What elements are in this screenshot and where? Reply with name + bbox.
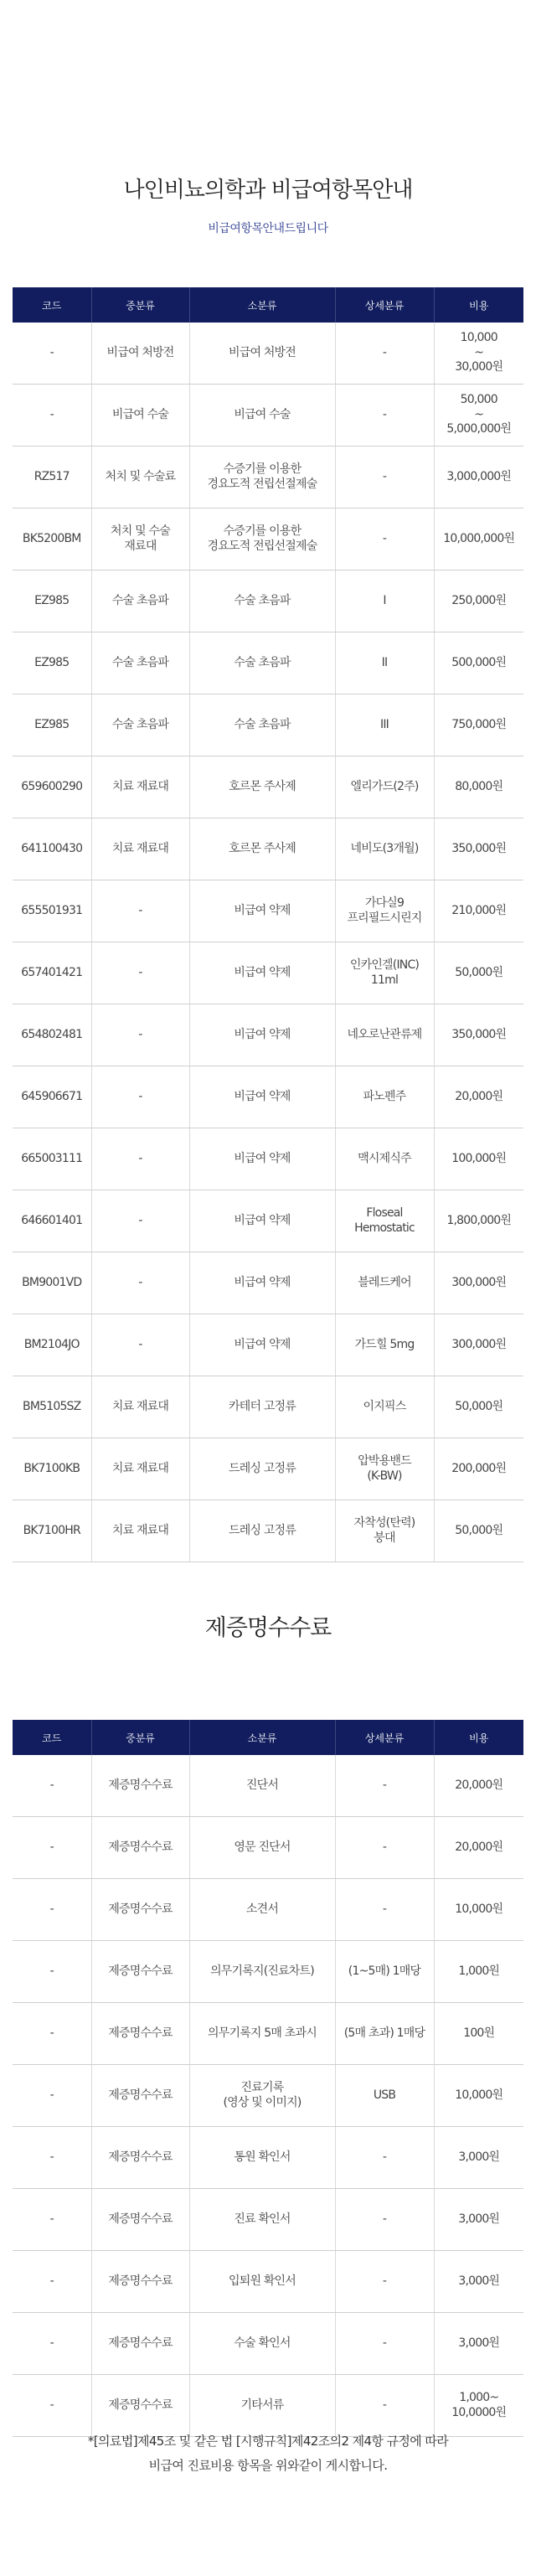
cell-code: RZ517 (13, 447, 91, 508)
cell-cost: 50,000 ~ 5,000,000원 (434, 385, 523, 447)
header-code: 코드 (13, 1720, 91, 1755)
cell-code: EZ985 (13, 694, 91, 756)
table-row (13, 1941, 523, 2003)
table-row (13, 2189, 523, 2251)
cell-cost: 210,000원 (434, 880, 523, 942)
cell-detail: II (335, 632, 434, 694)
cell-mid-category: 수술 초음파 (91, 632, 189, 694)
cell-sub-category: 기타서류 (189, 2375, 335, 2437)
cell-mid-category: 수술 초음파 (91, 694, 189, 756)
cell-sub-category: 수술 초음파 (189, 694, 335, 756)
cell-sub-category: 입퇴원 확인서 (189, 2251, 335, 2313)
cell-sub-category: 호르몬 주사제 (189, 818, 335, 880)
cell-sub-category: 영문 진단서 (189, 1817, 335, 1879)
table-row (13, 1004, 523, 1066)
cell-code: BM2104JO (13, 1314, 91, 1376)
cell-detail: 자착성(탄력) 붕대 (335, 1500, 434, 1562)
cell-code: EZ985 (13, 570, 91, 632)
cell-code: 641100430 (13, 818, 91, 880)
table-row (13, 323, 523, 385)
cell-code: BM9001VD (13, 1252, 91, 1314)
cell-code: - (13, 2189, 91, 2251)
cell-sub-category: 비급여 약제 (189, 1128, 335, 1190)
cell-cost: 300,000원 (434, 1314, 523, 1376)
header-code: 코드 (13, 287, 91, 323)
header-mid-category: 중분류 (91, 1720, 189, 1755)
header-mid-category: 중분류 (91, 287, 189, 323)
cell-detail: 네비도(3개월) (335, 818, 434, 880)
cell-code: - (13, 2375, 91, 2437)
cell-cost: 1,000원 (434, 1941, 523, 2003)
cell-code: 646601401 (13, 1190, 91, 1252)
cell-sub-category: 진료 확인서 (189, 2189, 335, 2251)
cell-sub-category: 카테터 고정류 (189, 1376, 335, 1438)
cell-sub-category: 드레싱 고정류 (189, 1500, 335, 1562)
cell-detail: - (335, 2251, 434, 2313)
cell-code: 654802481 (13, 1004, 91, 1066)
cell-cost: 3,000원 (434, 2127, 523, 2189)
cell-mid-category: 치료 재료대 (91, 1438, 189, 1500)
cell-detail: 가다실9 프리필드시린지 (335, 880, 434, 942)
cell-code: 665003111 (13, 1128, 91, 1190)
cell-cost: 3,000원 (434, 2313, 523, 2375)
footnote-line-2: 비급여 진료비용 항목을 위와같이 게시합니다. (148, 2457, 388, 2473)
table-row (13, 2375, 523, 2437)
cell-sub-category: 소견서 (189, 1879, 335, 1941)
cell-sub-category: 수증기를 이용한 경요도적 전립선절제술 (189, 447, 335, 508)
cell-code: BK7100KB (13, 1438, 91, 1500)
cell-cost: 10,000원 (434, 2065, 523, 2127)
cell-sub-category: 비급여 수술 (189, 385, 335, 447)
cell-detail: - (335, 447, 434, 508)
table-row (13, 385, 523, 447)
cell-cost: 20,000원 (434, 1066, 523, 1128)
cell-sub-category: 드레싱 고정류 (189, 1438, 335, 1500)
cell-detail: - (335, 385, 434, 447)
table-row (13, 1500, 523, 1562)
cell-detail: 인카인겔(INC) 11ml (335, 942, 434, 1004)
cell-sub-category: 수술 초음파 (189, 570, 335, 632)
cell-code: - (13, 2003, 91, 2065)
cell-cost: 350,000원 (434, 1004, 523, 1066)
table-row (13, 1128, 523, 1190)
cell-sub-category: 비급여 처방전 (189, 323, 335, 385)
table-row (13, 2313, 523, 2375)
cell-code: - (13, 1879, 91, 1941)
cell-detail: - (335, 2189, 434, 2251)
cell-detail: (5매 초과) 1매당 (335, 2003, 434, 2065)
table-row (13, 1879, 523, 1941)
footnote-line-1: *[의료법]제45조 및 같은 법 [시행규칙]제42조의2 제4항 규정에 따라 (87, 2434, 449, 2449)
table-row (13, 1252, 523, 1314)
cell-sub-category: 비급여 약제 (189, 1314, 335, 1376)
cell-mid-category: 제증명수수료 (91, 2003, 189, 2065)
certificate-fees-table (13, 1720, 523, 2437)
cell-mid-category: 처치 및 수술료 (91, 447, 189, 508)
cell-mid-category: - (91, 1252, 189, 1314)
cell-cost: 500,000원 (434, 632, 523, 694)
cell-detail: - (335, 2127, 434, 2189)
cell-code: - (13, 1817, 91, 1879)
cell-mid-category: 제증명수수료 (91, 1941, 189, 2003)
cell-mid-category: 제증명수수료 (91, 2065, 189, 2127)
cell-cost: 20,000원 (434, 1817, 523, 1879)
cell-cost: 50,000원 (434, 942, 523, 1004)
cell-cost: 250,000원 (434, 570, 523, 632)
cell-mid-category: 제증명수수료 (91, 1879, 189, 1941)
cell-mid-category: 제증명수수료 (91, 1755, 189, 1817)
cell-cost: 300,000원 (434, 1252, 523, 1314)
cell-mid-category: - (91, 1128, 189, 1190)
cell-sub-category: 비급여 약제 (189, 880, 335, 942)
cell-code: 645906671 (13, 1066, 91, 1128)
cell-mid-category: 처치 및 수술 재료대 (91, 508, 189, 570)
cell-mid-category: - (91, 880, 189, 942)
cell-detail: Floseal Hemostatic (335, 1190, 434, 1252)
header-detail: 상세분류 (335, 1720, 434, 1755)
table-row (13, 447, 523, 508)
cell-detail: - (335, 1755, 434, 1817)
cell-sub-category: 비급여 약제 (189, 942, 335, 1004)
cell-mid-category: 제증명수수료 (91, 2189, 189, 2251)
table-row (13, 1066, 523, 1128)
cell-detail: 네오로난관류제 (335, 1004, 434, 1066)
non-covered-items-table (13, 287, 523, 1562)
table-row (13, 1438, 523, 1500)
cell-sub-category: 통원 확인서 (189, 2127, 335, 2189)
cell-detail: 가드힐 5mg (335, 1314, 434, 1376)
cell-cost: 50,000원 (434, 1500, 523, 1562)
cell-sub-category: 의무기록지(진료차트) (189, 1941, 335, 2003)
table-row (13, 2003, 523, 2065)
table-header-row (13, 1720, 523, 1755)
cell-sub-category: 비급여 약제 (189, 1066, 335, 1128)
cell-cost: 50,000원 (434, 1376, 523, 1438)
table-row (13, 880, 523, 942)
cell-sub-category: 수술 확인서 (189, 2313, 335, 2375)
cell-mid-category: 제증명수수료 (91, 2313, 189, 2375)
cell-code: 659600290 (13, 756, 91, 818)
cell-sub-category: 수증기를 이용한 경요도적 전립선절제술 (189, 508, 335, 570)
cell-detail: - (335, 1879, 434, 1941)
cell-mid-category: 치료 재료대 (91, 756, 189, 818)
cell-cost: 1,800,000원 (434, 1190, 523, 1252)
cell-code: - (13, 2065, 91, 2127)
cell-cost: 350,000원 (434, 818, 523, 880)
header-cost: 비용 (434, 1720, 523, 1755)
cell-cost: 20,000원 (434, 1755, 523, 1817)
cell-cost: 200,000원 (434, 1438, 523, 1500)
cell-cost: 3,000원 (434, 2251, 523, 2313)
cell-sub-category: 진단서 (189, 1755, 335, 1817)
table-row (13, 508, 523, 570)
table-row (13, 818, 523, 880)
cell-sub-category: 비급여 약제 (189, 1004, 335, 1066)
cell-detail: 맥시제식주 (335, 1128, 434, 1190)
table-row (13, 1376, 523, 1438)
certificate-fees-title: 제증명수수료 (204, 1615, 332, 1641)
cell-cost: 10,000 ~ 30,000원 (434, 323, 523, 385)
cell-detail: - (335, 1817, 434, 1879)
header-detail: 상세분류 (335, 287, 434, 323)
cell-code: - (13, 2127, 91, 2189)
cell-detail: 이지픽스 (335, 1376, 434, 1438)
table-row (13, 942, 523, 1004)
cell-code: - (13, 323, 91, 385)
cell-mid-category: 치료 재료대 (91, 818, 189, 880)
legal-footnote (0, 2429, 536, 2477)
cell-code: - (13, 385, 91, 447)
header-cost: 비용 (434, 287, 523, 323)
cell-sub-category: 의무기록지 5매 초과시 (189, 2003, 335, 2065)
cell-mid-category: - (91, 1190, 189, 1252)
cell-detail: - (335, 2375, 434, 2437)
cell-detail: 압박용밴드 (K-BW) (335, 1438, 434, 1500)
cell-cost: 100원 (434, 2003, 523, 2065)
cell-detail: - (335, 508, 434, 570)
cell-cost: 3,000,000원 (434, 447, 523, 508)
cell-detail: 블레드케어 (335, 1252, 434, 1314)
table-row (13, 1755, 523, 1817)
cell-mid-category: 제증명수수료 (91, 2251, 189, 2313)
cell-sub-category: 비급여 약제 (189, 1190, 335, 1252)
cell-code: BK5200BM (13, 508, 91, 570)
page-title: 나인비뇨의학과 비급여항목안내 (123, 178, 413, 203)
table-row (13, 2127, 523, 2189)
cell-mid-category: 제증명수수료 (91, 1817, 189, 1879)
cell-cost: 100,000원 (434, 1128, 523, 1190)
cell-sub-category: 호르몬 주사제 (189, 756, 335, 818)
table-row (13, 694, 523, 756)
header-sub-category: 소분류 (189, 1720, 335, 1755)
cell-detail: (1~5매) 1매당 (335, 1941, 434, 2003)
cell-mid-category: 제증명수수료 (91, 2375, 189, 2437)
cell-mid-category: 치료 재료대 (91, 1376, 189, 1438)
cell-sub-category: 진료기록 (영상 및 이미지) (189, 2065, 335, 2127)
cell-code: EZ985 (13, 632, 91, 694)
cell-cost: 80,000원 (434, 756, 523, 818)
cell-detail: USB (335, 2065, 434, 2127)
table-row (13, 632, 523, 694)
table-header-row (13, 287, 523, 323)
table-row (13, 1817, 523, 1879)
cell-code: BK7100HR (13, 1500, 91, 1562)
cell-detail: III (335, 694, 434, 756)
cell-mid-category: 비급여 수술 (91, 385, 189, 447)
cell-code: - (13, 1755, 91, 1817)
cell-sub-category: 수술 초음파 (189, 632, 335, 694)
cell-code: 657401421 (13, 942, 91, 1004)
header-sub-category: 소분류 (189, 287, 335, 323)
cell-code: - (13, 1941, 91, 2003)
cell-mid-category: - (91, 1066, 189, 1128)
cell-code: - (13, 2313, 91, 2375)
cell-mid-category: - (91, 1004, 189, 1066)
cell-detail: - (335, 2313, 434, 2375)
cell-code: BM5105SZ (13, 1376, 91, 1438)
cell-cost: 10,000원 (434, 1879, 523, 1941)
table-row (13, 2251, 523, 2313)
cell-cost: 1,000~ 10,0000원 (434, 2375, 523, 2437)
cell-code: 655501931 (13, 880, 91, 942)
cell-mid-category: 치료 재료대 (91, 1500, 189, 1562)
cell-mid-category: - (91, 942, 189, 1004)
table-row (13, 1190, 523, 1252)
cell-cost: 3,000원 (434, 2189, 523, 2251)
cell-cost: 10,000,000원 (434, 508, 523, 570)
cell-mid-category: - (91, 1314, 189, 1376)
cell-sub-category: 비급여 약제 (189, 1252, 335, 1314)
cell-detail: I (335, 570, 434, 632)
cell-mid-category: 제증명수수료 (91, 2127, 189, 2189)
cell-detail: - (335, 323, 434, 385)
cell-detail: 파노펜주 (335, 1066, 434, 1128)
table-row (13, 570, 523, 632)
cell-mid-category: 비급여 처방전 (91, 323, 189, 385)
cell-code: - (13, 2251, 91, 2313)
table-row (13, 756, 523, 818)
table-row (13, 1314, 523, 1376)
table-row (13, 2065, 523, 2127)
cell-mid-category: 수술 초음파 (91, 570, 189, 632)
cell-cost: 750,000원 (434, 694, 523, 756)
page-subtitle: 비급여항목안내드립니다 (208, 222, 328, 235)
cell-detail: 엘리가드(2주) (335, 756, 434, 818)
